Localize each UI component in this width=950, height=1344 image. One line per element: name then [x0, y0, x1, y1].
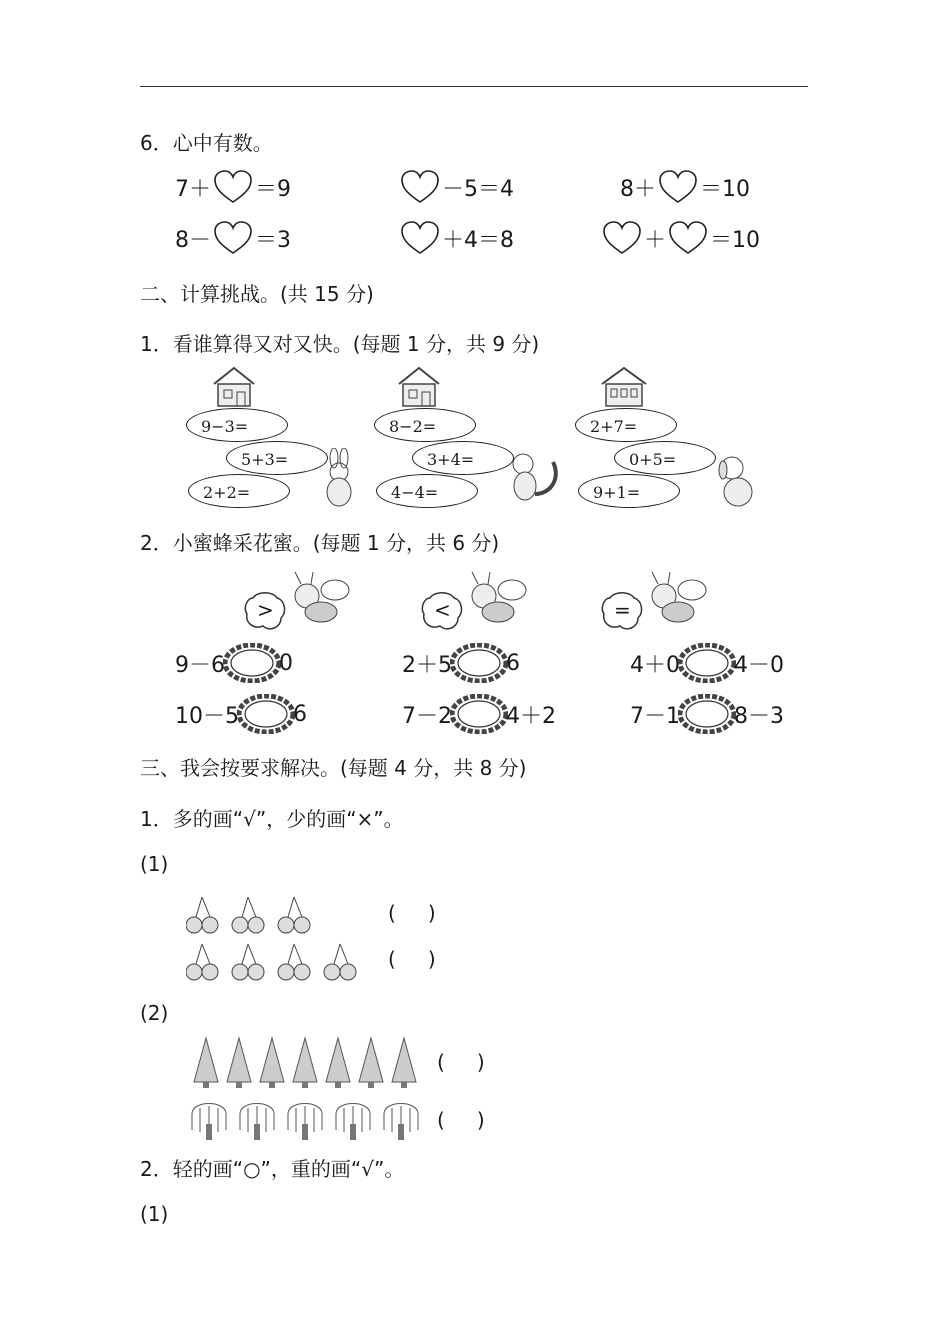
- willow-tree-icon: [384, 1104, 418, 1141]
- dog-icon: [712, 452, 764, 510]
- willow-tree-icon: [288, 1104, 322, 1141]
- part-label: (2): [140, 1001, 169, 1025]
- heart-icon[interactable]: [213, 221, 253, 255]
- flower-blank-icon[interactable]: [450, 643, 508, 683]
- compare-item: 2＋5 6: [402, 643, 520, 683]
- section2-q2-title: 2．小蜜蜂采花蜜。(每题 1 分，共 6 分): [140, 531, 500, 555]
- heart-icon[interactable]: [400, 170, 440, 204]
- pine-tree-icon: [260, 1038, 284, 1088]
- flower-blank-icon[interactable]: [450, 694, 508, 734]
- house-icon: [395, 364, 443, 408]
- heart-equation: 7＋ ＝9: [175, 170, 291, 204]
- cherry-icon: [232, 897, 264, 933]
- cherry-row: [186, 940, 376, 984]
- cherry-icon: [232, 944, 264, 980]
- calc-oval: 0+5=: [614, 441, 716, 475]
- calc-oval: 4−4=: [376, 474, 478, 508]
- willow-tree-icon: [192, 1104, 226, 1141]
- heart-icon[interactable]: [213, 170, 253, 204]
- q6-title: 6．心中有数。: [140, 131, 273, 155]
- calc-oval: 8−2=: [374, 408, 476, 442]
- cherry-icon: [324, 944, 356, 980]
- bee-icon: [460, 568, 532, 632]
- section3-title: 三、我会按要求解决。(每题 4 分，共 8 分): [140, 756, 527, 780]
- cherry-icon: [186, 897, 218, 933]
- section3-q1-title: 1．多的画“√”，少的画“×”。: [140, 807, 404, 831]
- part-label: (1): [140, 852, 169, 876]
- compare-item: 7－2 4＋2: [402, 694, 556, 734]
- willow-tree-icon: [240, 1104, 274, 1141]
- rabbit-icon: [312, 448, 366, 510]
- compare-item: 7－1 8－3: [630, 694, 784, 734]
- answer-paren[interactable]: ( ): [388, 901, 436, 925]
- heart-icon[interactable]: [658, 170, 698, 204]
- calc-oval: 2+2=: [188, 474, 290, 508]
- compare-item: 4＋0 4－0: [630, 643, 784, 683]
- pine-tree-icon: [194, 1038, 218, 1088]
- squirrel-icon: [505, 448, 563, 504]
- compare-item: 9－6 0: [175, 643, 293, 683]
- heart-equation: 8＋ ＝10: [620, 170, 750, 204]
- willow-tree-icon: [336, 1104, 370, 1141]
- answer-paren[interactable]: ( ): [388, 947, 436, 971]
- calc-oval: 9+1=: [578, 474, 680, 508]
- flower-blank-icon[interactable]: [678, 643, 736, 683]
- house-icon: [598, 364, 650, 408]
- heart-equation: ＋ ＝10: [600, 221, 760, 255]
- cherry-icon: [278, 944, 310, 980]
- house-icon: [210, 364, 258, 408]
- flower-blank-icon[interactable]: [678, 694, 736, 734]
- compare-item: 10－5 6: [175, 694, 307, 734]
- section2-title: 二、计算挑战。(共 15 分): [140, 282, 374, 306]
- heart-equation: －5＝4: [398, 170, 514, 204]
- bee-icon: [283, 568, 355, 632]
- pine-tree-icon: [392, 1038, 416, 1088]
- pine-tree-icon: [326, 1038, 350, 1088]
- pine-tree-icon: [293, 1038, 317, 1088]
- pine-tree-icon: [359, 1038, 383, 1088]
- calc-oval: 2+7=: [575, 408, 677, 442]
- heart-icon[interactable]: [400, 221, 440, 255]
- sign-bubble: <: [420, 590, 464, 632]
- section2-q1-title: 1．看谁算得又对又快。(每题 1 分，共 9 分): [140, 332, 540, 356]
- section3-q2-title: 2．轻的画“○”，重的画“√”。: [140, 1157, 405, 1181]
- heart-equation: 8－ ＝3: [175, 221, 291, 255]
- calc-oval: 3+4=: [412, 441, 514, 475]
- cherry-icon: [186, 944, 218, 980]
- heart-icon[interactable]: [602, 221, 642, 255]
- flower-blank-icon[interactable]: [223, 643, 281, 683]
- cherry-row: [186, 893, 336, 937]
- calc-oval: 5+3=: [226, 441, 328, 475]
- willow-tree-row: [186, 1094, 430, 1144]
- pine-tree-row: [190, 1036, 422, 1090]
- flower-blank-icon[interactable]: [237, 694, 295, 734]
- calc-oval: 9−3=: [186, 408, 288, 442]
- cherry-icon: [278, 897, 310, 933]
- answer-paren[interactable]: ( ): [437, 1108, 485, 1132]
- heart-icon[interactable]: [668, 221, 708, 255]
- sign-bubble: =: [600, 590, 644, 632]
- pine-tree-icon: [227, 1038, 251, 1088]
- top-rule: [140, 86, 808, 87]
- heart-equation: ＋4＝8: [398, 221, 514, 255]
- part-label: (1): [140, 1202, 169, 1226]
- sign-bubble: >: [243, 590, 287, 632]
- answer-paren[interactable]: ( ): [437, 1050, 485, 1074]
- bee-icon: [640, 568, 712, 632]
